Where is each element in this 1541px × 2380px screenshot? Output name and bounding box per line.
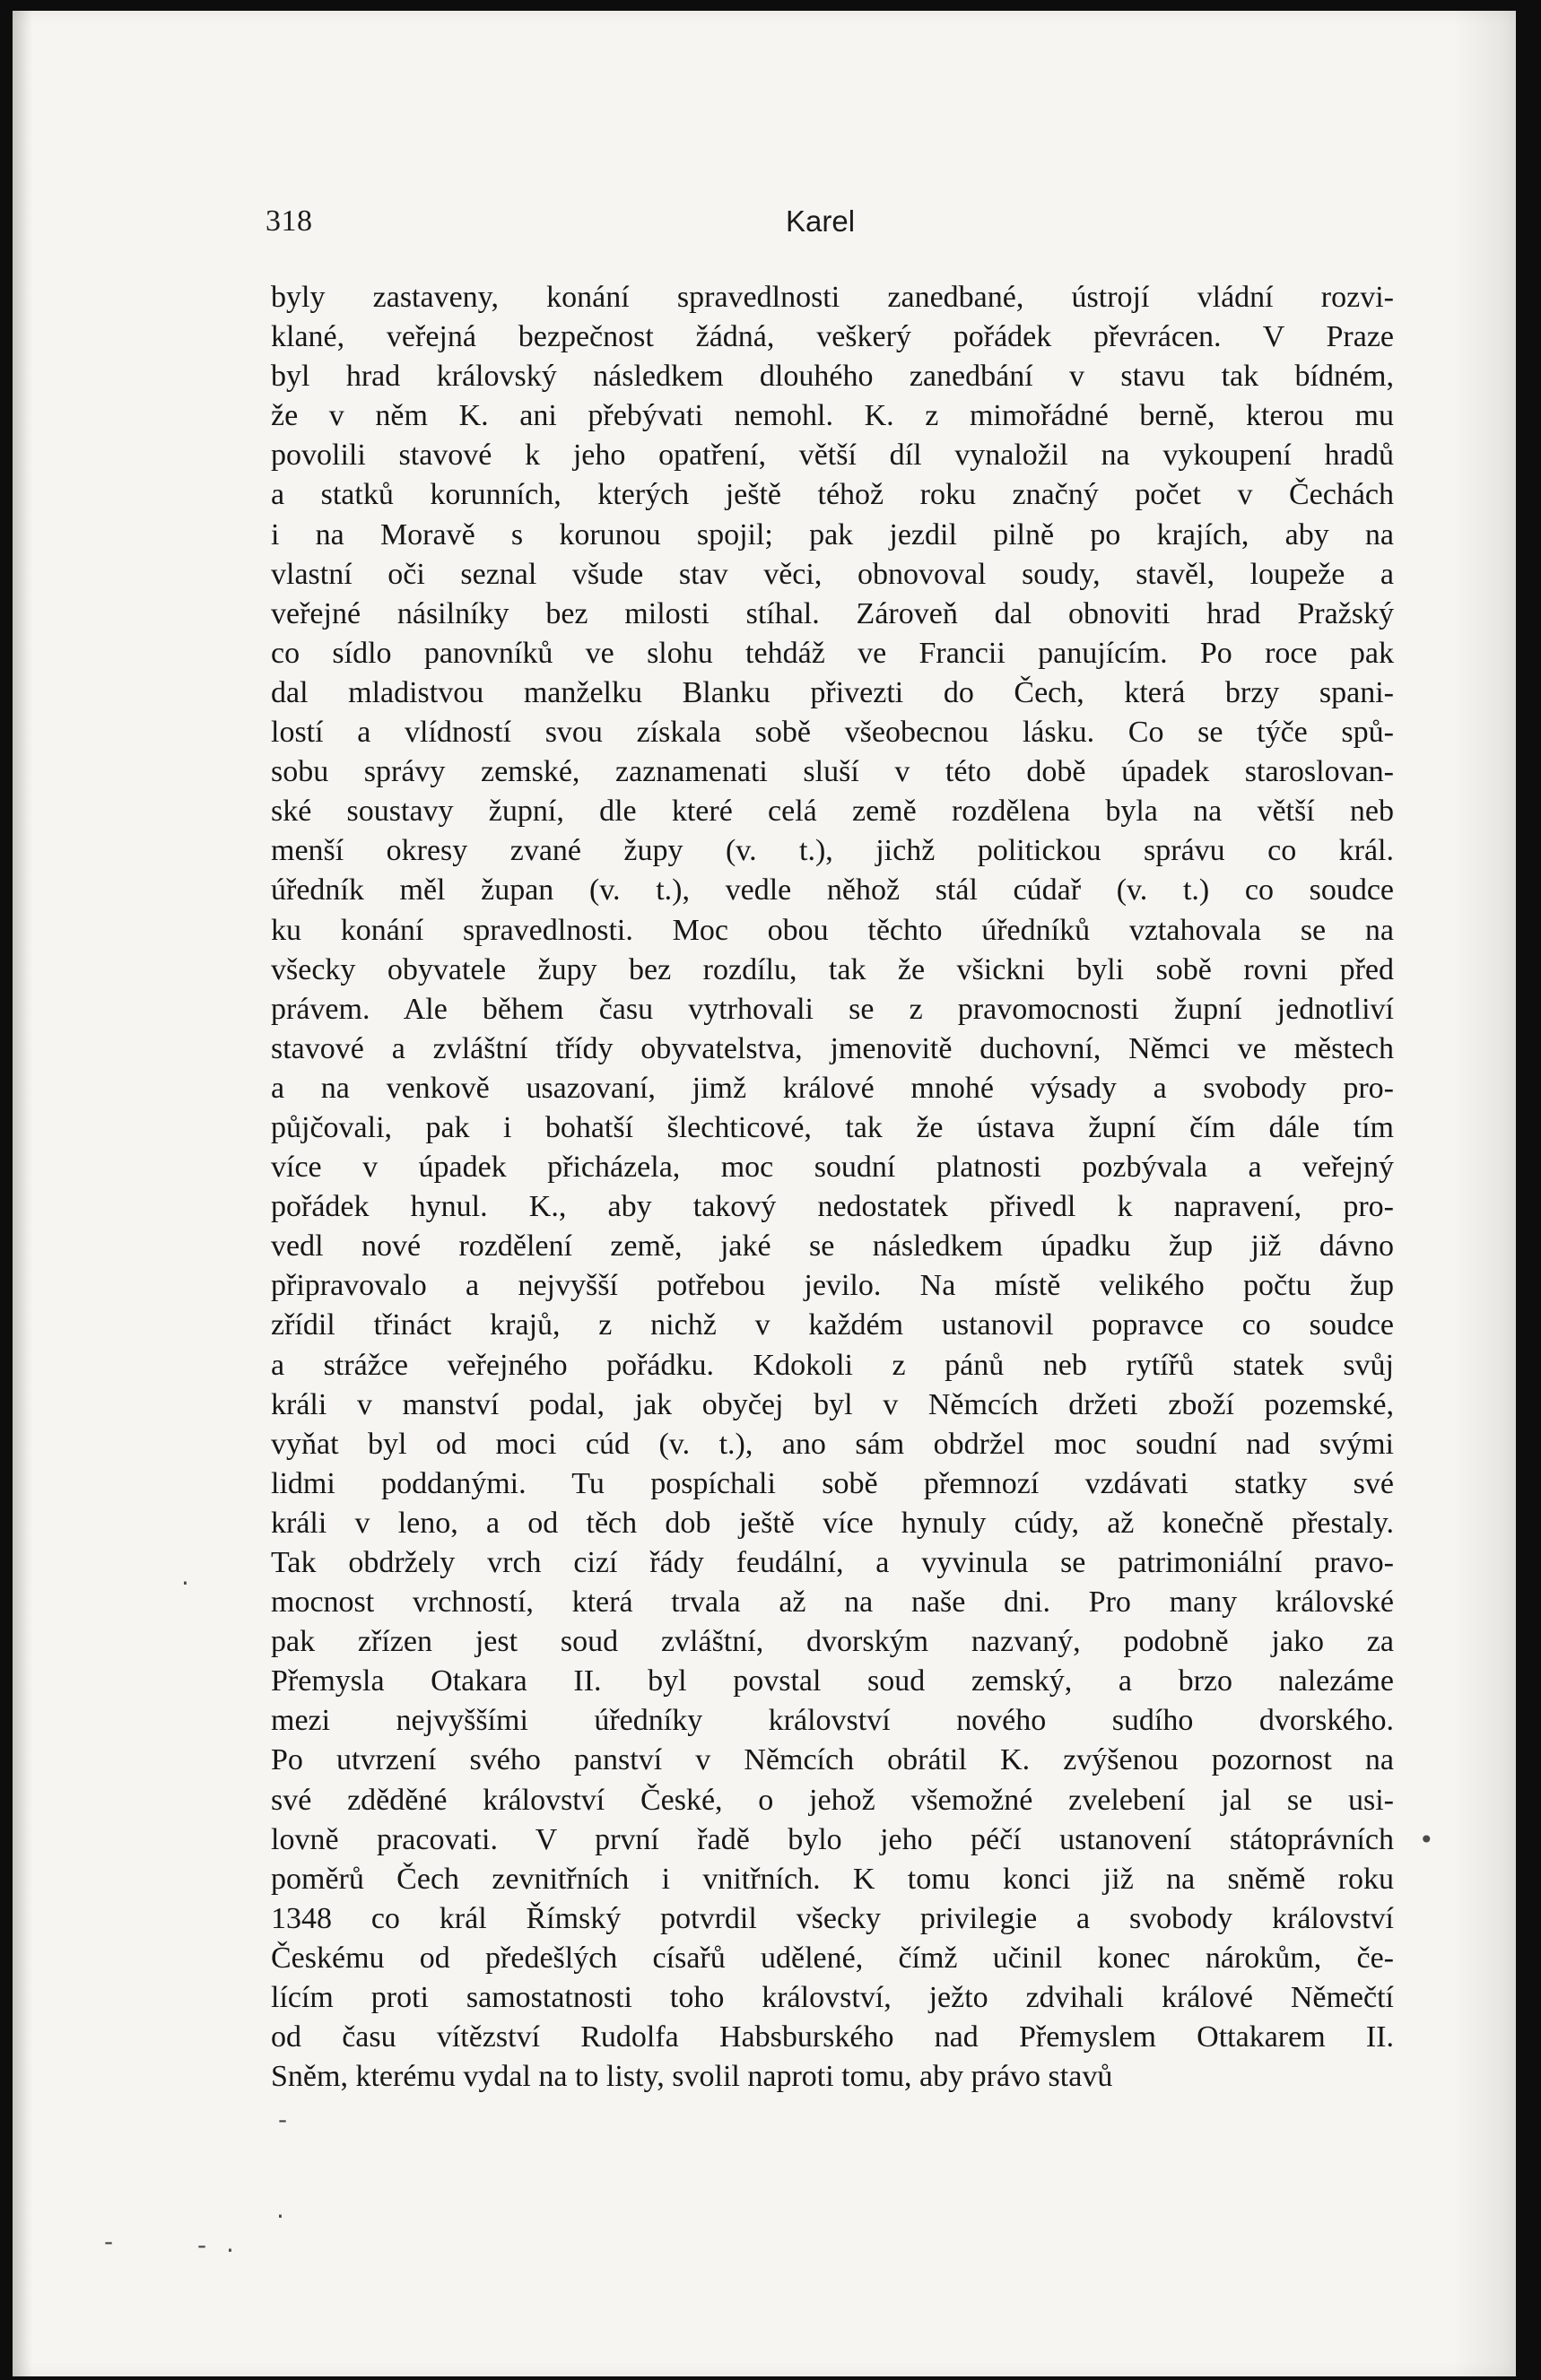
paper-speck: · bbox=[276, 2202, 284, 2231]
text-line: poměrů Čech zevnitřních i vnitřních. K tomu konci již na sněmě roku bbox=[271, 1862, 1394, 1896]
text-line: od času vítězství Rudolfa Habsburského nad Přemyslem Ottakarem II. bbox=[271, 2020, 1394, 2054]
text-line: lovně pracovati. V první řadě bylo jeho péčí ustanovení státoprávních bbox=[271, 1822, 1394, 1856]
text-line: stavové a zvláštní třídy obyvatelstva, jmenovitě duchovní, Němci ve městech bbox=[271, 1031, 1394, 1065]
text-line: králi v manství podal, jak obyčej byl v Němcích držeti zboží pozemské, bbox=[271, 1387, 1394, 1421]
paper-speck: - bbox=[278, 2105, 288, 2134]
text-line: vlastní oči seznal všude stav věci, obnovoval soudy, stavěl, loupeže a bbox=[271, 557, 1394, 591]
text-line: mocnost vrchností, která trvala až na naše dni. Pro many královské bbox=[271, 1585, 1394, 1620]
text-line: vedl nové rozdělení země, jaké se následkem úpadku žup již dávno bbox=[271, 1229, 1394, 1264]
text-line: úředník měl župan (v. t.), vedle něhož stál cúdař (v. t.) co soudce bbox=[271, 873, 1394, 908]
text-line: lidmi poddanými. Tu pospíchali sobě přemnozí vzdávati statky své bbox=[271, 1466, 1394, 1500]
text-line: sobu správy zemské, zaznamenati sluší v této době úpadek staroslovan- bbox=[271, 755, 1394, 789]
paper-speck: - bbox=[197, 2230, 207, 2260]
text-line: povolili stavové k jeho opatření, větší díl vynaložil na vykoupení hradů bbox=[271, 439, 1394, 473]
text-line: králi v leno, a od těch dob ještě více hynuly cúdy, až konečně přestaly. bbox=[271, 1506, 1394, 1540]
article-text bbox=[271, 278, 1394, 2097]
paper-speck: · bbox=[226, 2236, 234, 2265]
text-line: ku konání spravedlnosti. Moc obou těchto úředníků vztahovala se na bbox=[271, 913, 1394, 947]
page-edge-shadow bbox=[13, 11, 32, 2376]
text-line: zřídil třináct krajů, z nichž v každém ustanovil popravce co soudce bbox=[271, 1308, 1394, 1342]
text-line: 1348 co král Římský potvrdil všecky privilegie a svobody království bbox=[271, 1901, 1394, 1935]
text-line: veřejné násilníky bez milosti stíhal. Zároveň dal obnoviti hrad Pražský bbox=[271, 596, 1394, 630]
text-line: lícím proti samostatnosti toho království, ježto zdvihali králové Němečtí bbox=[271, 1981, 1394, 2015]
text-line: dal mladistvou manželku Blanku přivezti do Čech, která brzy spani- bbox=[271, 675, 1394, 709]
text-line: Sněm, kterému vydal na to listy, svolil naproti tomu, aby právo stavů bbox=[271, 2060, 1113, 2094]
book-page bbox=[13, 11, 1516, 2376]
text-line: vyňat byl od moci cúd (v. t.), ano sám obdržel moc soudní nad svými bbox=[271, 1427, 1394, 1461]
text-line: Po utvrzení svého panství v Němcích obrátil K. zvýšenou pozornost na bbox=[271, 1743, 1394, 1777]
paper-speck: - bbox=[104, 2227, 114, 2256]
text-line: své zděděné království České, o jehož všemožné zvelebení jal se usi- bbox=[271, 1783, 1394, 1817]
text-line: a statků korunních, kterých ještě téhož roku značný počet v Čechách bbox=[271, 478, 1394, 512]
text-line: více v úpadek přicházela, moc soudní platnosti pozbývala a veřejný bbox=[271, 1151, 1394, 1185]
text-line: mezi nejvyššími úředníky království nového sudího dvorského. bbox=[271, 1704, 1394, 1738]
text-line: lostí a vlídností svou získala sobě všeobecnou lásku. Co se týče spů- bbox=[271, 716, 1394, 750]
text-line: co sídlo panovníků ve slohu tehdáž ve Francii panujícím. Po roce pak bbox=[271, 636, 1394, 670]
text-line: všecky obyvatele župy bez rozdílu, tak že všickni byli sobě rovni před bbox=[271, 952, 1394, 986]
text-line: a na venkově usazovaní, jimž králové mnohé výsady a svobody pro- bbox=[271, 1071, 1394, 1105]
text-line: byly zastaveny, konání spravedlnosti zanedbané, ústrojí vládní rozvi- bbox=[271, 281, 1394, 314]
text-line: právem. Ale během času vytrhovali se z pravomocnosti župní jednotliví bbox=[271, 992, 1394, 1026]
text-line: Tak obdržely vrch cizí řády feudální, a vyvinula se patrimoniální pravo- bbox=[271, 1546, 1394, 1579]
running-title: Karel bbox=[786, 204, 856, 238]
paper-speck: • bbox=[1419, 1825, 1434, 1854]
page-header bbox=[266, 204, 1389, 249]
page-fold-shadow bbox=[1453, 11, 1516, 2376]
text-line: že v něm K. ani přebývati nemohl. K. z mimořádné berně, kterou mu bbox=[271, 399, 1394, 433]
text-line: byl hrad královský následkem dlouhého zanedbání v stavu tak bídném, bbox=[271, 360, 1394, 394]
text-line: klané, veřejná bezpečnost žádná, veškerý pořádek převrácen. V Praze bbox=[271, 320, 1394, 354]
paper-speck: · bbox=[181, 1568, 189, 1598]
text-line: Přemysla Otakara II. byl povstal soud zemský, a brzo nalezáme bbox=[271, 1664, 1394, 1698]
text-line: ské soustavy župní, dle které celá země rozdělena byla na větší neb bbox=[271, 795, 1394, 829]
text-line: Českému od předešlých císařů udělené, čímž učinil konec nárokům, če- bbox=[271, 1941, 1394, 1975]
page-number: 318 bbox=[266, 204, 313, 238]
text-line: i na Moravě s korunou spojil; pak jezdil pilně po krajích, aby na bbox=[271, 517, 1394, 552]
text-line: a strážce veřejného pořádku. Kdokoli z pánů neb rytířů statek svůj bbox=[271, 1348, 1394, 1382]
text-line: připravovalo a nejvyšší potřebou jevilo. Na místě velikého počtu žup bbox=[271, 1269, 1394, 1303]
text-line: pořádek hynul. K., aby takový nedostatek přivedl k napravení, pro- bbox=[271, 1190, 1394, 1224]
text-line: pak zřízen jest soud zvláštní, dvorským nazvaný, podobně jako za bbox=[271, 1625, 1394, 1659]
text-line: menší okresy zvané župy (v. t.), jichž politickou správu co král. bbox=[271, 834, 1394, 868]
text-line: půjčovali, pak i bohatší šlechticové, tak že ústava župní čím dále tím bbox=[271, 1110, 1394, 1144]
